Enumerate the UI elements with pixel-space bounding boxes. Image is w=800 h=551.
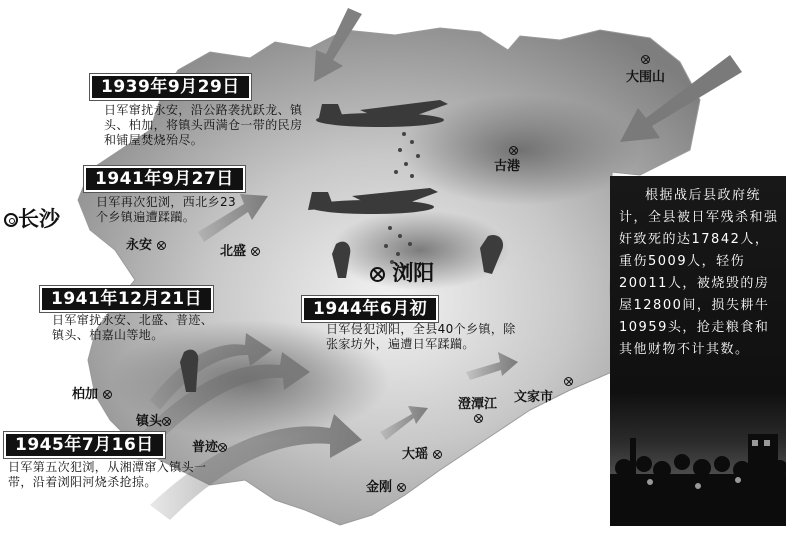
place-marker-icon xyxy=(509,146,518,155)
place-gugang: 古港 xyxy=(494,159,521,174)
city-label-changsha: 长沙 xyxy=(18,207,60,231)
place-chengtanjiang: 澄潭江 xyxy=(458,397,498,412)
event-date-1945: 1945年7月16日 xyxy=(4,432,165,458)
place-marker-icon xyxy=(564,377,573,386)
place-marker-dawei xyxy=(641,52,650,67)
city-label-liuyang: 浏阳 xyxy=(392,261,435,285)
place-baijia xyxy=(72,383,112,402)
place-marker-icon xyxy=(218,443,227,452)
place-label-puji: 普迹 xyxy=(192,440,219,455)
crowd-photo xyxy=(610,176,786,526)
place-marker-icon xyxy=(397,483,406,492)
event-text-1941-dec: 日军窜扰永安、北盛、普迹、镇头、柏嘉山等地。 xyxy=(52,313,214,342)
event-date-1939: 1939年9月29日 xyxy=(90,74,251,100)
liuyang-marker-icon xyxy=(370,267,385,282)
place-label-zhentou: 镇头 xyxy=(136,414,163,429)
place-marker-icon xyxy=(157,241,166,250)
changsha-circle-icon xyxy=(4,213,18,227)
event-text-1945: 日军第五次犯浏，从湘潭窜入镇头一带，沿着浏阳河烧杀抢掠。 xyxy=(8,460,207,489)
place-marker-wenjiashi xyxy=(564,374,573,389)
event-date-1941-sep: 1941年9月27日 xyxy=(84,166,245,192)
event-text-1941-sep: 日军再次犯浏，西北乡23个乡镇遍遭蹂躏。 xyxy=(96,195,237,224)
place-label-beisheng: 北盛 xyxy=(220,244,247,259)
place-label-dayao: 大瑶 xyxy=(402,447,429,462)
place-marker-icon xyxy=(103,390,112,399)
place-marker-icon xyxy=(162,417,171,426)
place-marker-icon xyxy=(433,450,442,459)
place-yongan xyxy=(126,234,166,253)
place-dawei-shan: 大围山 xyxy=(626,70,666,85)
place-marker-icon xyxy=(641,55,650,64)
place-zhentou xyxy=(136,410,171,429)
place-label-baijia: 柏加 xyxy=(72,387,99,402)
event-text-1939: 日军窜扰永安，沿公路袭扰跃龙、镇头、柏加，将镇头西满仓一带的民房和铺屋焚烧殆尽。 xyxy=(104,103,303,147)
event-text-1944: 日军侵犯浏阳，全县40个乡镇，除张家坊外，遍遭日军蹂躏。 xyxy=(326,322,516,351)
place-label-yongan: 永安 xyxy=(126,238,153,253)
place-beisheng xyxy=(220,240,260,259)
place-marker-icon xyxy=(474,414,483,423)
event-date-1944: 1944年6月初 xyxy=(302,296,438,322)
place-marker-icon xyxy=(251,247,260,256)
place-jingang xyxy=(366,476,406,495)
place-dayao xyxy=(402,443,442,462)
place-wenjiashi: 文家市 xyxy=(514,390,554,405)
place-puji xyxy=(192,436,227,455)
statistics-box xyxy=(610,176,786,526)
statistics-text: 根据战后县政府统计，全县被日军残杀和强奸致死的达17842人，重伤5009人，轻伤20011人，被烧毁的房屋12800间，损失耕牛10959头，抢走粮食和其他财物不计其数。 xyxy=(619,188,779,357)
city-liuyang xyxy=(370,257,434,287)
city-changsha xyxy=(4,203,60,233)
place-label-jingang: 金刚 xyxy=(366,480,393,495)
event-date-1941-dec: 1941年12月21日 xyxy=(40,286,213,312)
smoke-plume xyxy=(400,95,640,205)
place-marker-chengtanjiang xyxy=(474,411,483,426)
